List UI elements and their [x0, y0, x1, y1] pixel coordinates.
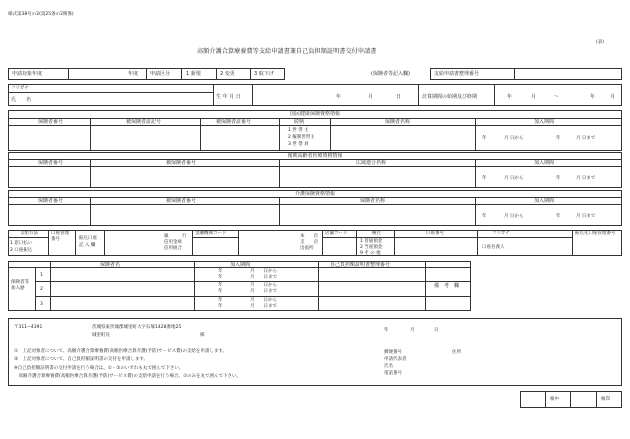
bank-type-kumiai[interactable]: 信用組合 — [164, 246, 182, 251]
form-title: 高額介護合算療養費等支給申請書兼自己負担額証明書交付申請書 — [197, 48, 377, 55]
kaigo-insurer-no-header: 保険者番号 — [38, 198, 64, 204]
birth-day-unit: 日 — [396, 94, 402, 100]
h3-from: 月 日から — [250, 298, 277, 303]
h1-from: 月 日から — [250, 269, 277, 274]
footer-honorific: 様 — [200, 333, 205, 338]
kaigo-from-year: 年 — [482, 214, 487, 219]
footer-line-2: ② 上記対象者について、自己負担額証明書の交付を申請します。 — [14, 357, 148, 362]
stamp-check-label: 検中 — [550, 397, 559, 402]
remarks-label: 備 考 欄 — [434, 283, 460, 289]
transfer-mgmt-label: 振込先口座管理番号 — [575, 231, 616, 236]
form-number: 様式第38号の2(第25条の2関係) — [8, 12, 74, 17]
branch-type-branch[interactable]: 支 店 — [300, 240, 318, 245]
history-insurer-header: 保険者名 — [100, 262, 121, 268]
kokuho-title: 国民健康保険資格情報 — [289, 111, 340, 117]
history-cert-header: 自己負担額証明書整理番号 — [330, 262, 391, 268]
holder-furigana-label: フリガナ — [492, 231, 510, 236]
h1-year-from: 年 — [218, 269, 223, 274]
bank-type-shinkin[interactable]: 信用金庫 — [164, 240, 182, 245]
birth-year-unit: 年 — [336, 94, 342, 100]
birth-date-label: 生 年 月 日 — [216, 94, 241, 100]
branch-type-office[interactable]: 出張所 — [300, 246, 314, 251]
name-label: 氏 名 — [11, 97, 32, 103]
history-row-3: 3 — [40, 302, 43, 307]
koki-from-year: 年 — [482, 176, 487, 181]
period-label: 計算期間の始期及び終期 — [422, 94, 478, 100]
koki-number-header: 被保険者番号 — [166, 160, 197, 166]
koki-insurer-no-header: 保険者番号 — [38, 160, 64, 166]
bank-type-bank[interactable]: 銀 行 — [164, 234, 187, 239]
birth-month-unit: 月 — [368, 94, 374, 100]
koki-to-year: 年 — [556, 176, 561, 181]
furigana-label: フリガナ — [11, 86, 29, 91]
stamp-review-label: 検印 — [601, 397, 610, 402]
h3-to: 月 日まで — [250, 304, 277, 309]
payment-method-label: 支給方法 — [20, 231, 38, 236]
footer-address: 茨城県東茨城郡城里町大字石塚1428番地25 — [92, 325, 182, 330]
kokuho-to: 月 日まで — [576, 136, 596, 141]
footer-note-1: ※自己負担額証明書の交付申請を行う場合は、①・②のいずれも丸で囲んで下さい。 — [14, 366, 184, 371]
kokuho-to-year: 年 — [556, 136, 561, 141]
footer-date-day: 日 — [434, 328, 439, 333]
category-change[interactable]: 2 変更 — [220, 71, 235, 77]
kaigo-number-header: 被保険者番号 — [166, 198, 197, 204]
branch-type-head[interactable]: 本 店 — [300, 234, 318, 239]
footer-line-1: ① 上記対象者について、高額介護合算療養費(高額医療合算介護(予防)サービス費)の支給を申請します。 — [14, 349, 228, 354]
history-row-1: 1 — [40, 273, 43, 278]
kokuho-insurer-name-header: 保険者名称 — [385, 119, 411, 125]
form-side-mark: (表) — [596, 40, 605, 45]
koki-from: 月 日から — [504, 176, 524, 181]
transfer-note-1: 振込口座 — [79, 236, 97, 241]
relation-deemed-head[interactable]: 2 擬制世帯主 — [288, 135, 315, 140]
kokuho-from-year: 年 — [482, 136, 487, 141]
footer-phone: 電話番号 — [384, 371, 402, 376]
kaigo-insurer-name-header: 保険者名称 — [360, 198, 386, 204]
footer-postal-no: 郵便番号 — [384, 350, 402, 355]
h1-to: 月 日まで — [250, 275, 277, 280]
h2-year-to: 年 — [218, 289, 223, 294]
kokuho-insurer-no-header: 保険者番号 — [38, 119, 64, 125]
kokuho-relation-header: 続柄 — [294, 119, 305, 125]
account-type-label: 種目 — [372, 231, 381, 236]
koki-to: 月 日まで — [576, 176, 596, 181]
account-no-label: 口座番号 — [426, 231, 444, 236]
period-tilde: 〜 — [554, 94, 560, 100]
footer-addr-label: 住所 — [452, 350, 461, 355]
applicant-row — [8, 84, 622, 106]
h3-year-from: 年 — [218, 298, 223, 303]
h2-year-from: 年 — [218, 283, 223, 288]
fiscal-year-unit: 年度 — [128, 71, 139, 77]
kaigo-title: 介護保険資格情報 — [294, 191, 335, 197]
footer-date-month: 月 — [410, 328, 415, 333]
transfer-note-2: 記 入 欄 — [79, 243, 96, 248]
kaigo-to: 月 日まで — [576, 214, 596, 219]
kokuho-from: 月 日から — [504, 136, 524, 141]
h2-from: 月 日から — [250, 283, 277, 288]
period-start-month: 月 — [531, 94, 537, 100]
holder-label: 口座名義人 — [482, 245, 505, 250]
history-period-header: 加入期間 — [230, 262, 251, 268]
koki-union-header: 広域連合名称 — [356, 160, 387, 166]
relation-member[interactable]: 3 世 帯 員 — [288, 142, 309, 147]
footer-mayor: 城里町長 — [92, 333, 110, 338]
payment-number-label: 支給申請書整理番号 — [434, 71, 480, 77]
fiscal-year-label: 申請対象年度 — [12, 71, 43, 77]
footer-date-year: 年 — [384, 328, 389, 333]
payment-transfer[interactable]: 2 口座振込 — [10, 248, 33, 253]
relation-head[interactable]: 1 世 帯 主 — [288, 128, 309, 133]
footer-applicant: 申請代表者 — [384, 357, 407, 362]
history-table — [8, 261, 471, 311]
payment-window[interactable]: 1 窓口払い — [10, 241, 33, 246]
category-label: 申請区分 — [150, 71, 171, 77]
koki-period-header: 加入期間 — [534, 160, 555, 166]
h3-year-to: 年 — [218, 304, 223, 309]
insurer-entry-note: (保険者等記入欄) — [371, 71, 410, 77]
category-withdraw[interactable]: 3 取下げ — [254, 71, 274, 77]
koki-title: 後期高齢者医療資格情報 — [287, 153, 343, 159]
h2-to: 月 日まで — [250, 289, 277, 294]
kokuho-period-header: 加入期間 — [534, 119, 555, 125]
period-end-year: 年 — [590, 94, 596, 100]
footer-name-label: 氏名 — [384, 364, 393, 369]
branch-code-label: 店舗コード — [325, 231, 348, 236]
h1-year-to: 年 — [218, 275, 223, 280]
kokuho-number-header: 被保険者証番号 — [216, 119, 252, 125]
footer-postal: 〒311−4391 — [14, 325, 43, 330]
kaigo-period-header: 加入期間 — [534, 198, 555, 204]
account-type-other[interactable]: 9 そ の 他 — [360, 251, 381, 256]
account-type-ordinary[interactable]: 1 普通預金 — [360, 239, 383, 244]
kaigo-from: 月 日から — [504, 214, 524, 219]
footer-note-2: 高額介護合算療養費(高額医療合算介護(予防)サービス費)の支給申請を行う場合、①のみを丸で囲んで下さい。 — [14, 374, 242, 379]
financial-code-label: 金融機関コード — [195, 231, 227, 236]
category-new[interactable]: 1 新規 — [186, 71, 201, 77]
period-end-month: 月 — [610, 94, 616, 100]
kokuho-symbol-header: 被保険者証記号 — [126, 119, 162, 125]
window-account-no: 口座管理番号 — [51, 231, 69, 242]
history-row-2: 2 — [40, 287, 43, 292]
account-type-current[interactable]: 2 当座預金 — [360, 245, 383, 250]
period-start-year: 年 — [507, 94, 513, 100]
history-side-label: 保険者等加入歴 — [11, 280, 29, 291]
kaigo-to-year: 年 — [556, 214, 561, 219]
